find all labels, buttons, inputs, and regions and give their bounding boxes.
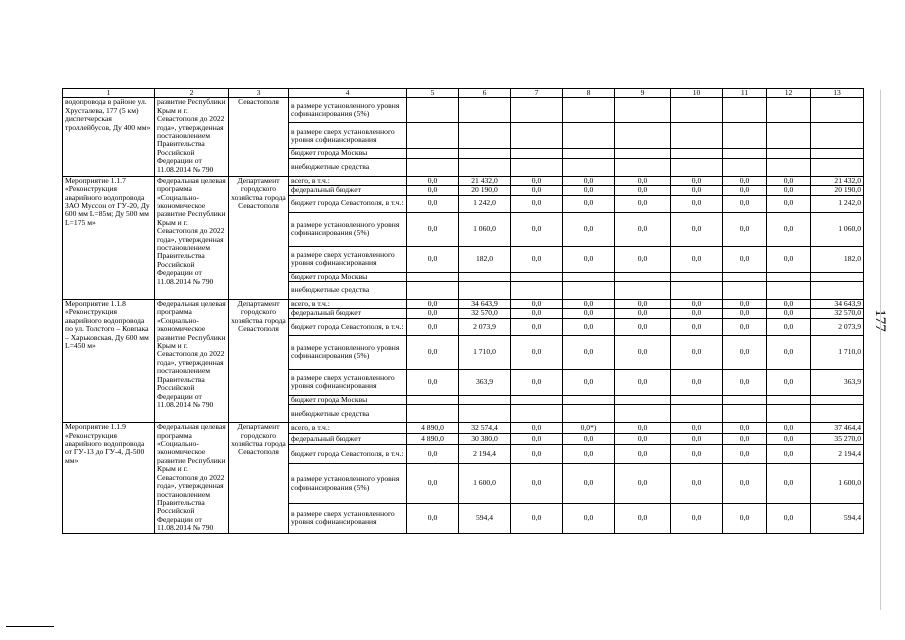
value-cell: 0,0 <box>511 464 563 503</box>
funding-source-cell: в размере установленного уровня софинансирования (5%) <box>289 464 407 503</box>
value-cell <box>811 158 864 176</box>
value-cell: 0,0 <box>615 176 671 185</box>
value-cell <box>563 272 615 281</box>
value-cell: 0,0 <box>767 186 811 195</box>
value-cell <box>723 98 767 123</box>
value-cell: 0,0 <box>563 176 615 185</box>
value-cell: 182,0 <box>811 246 864 272</box>
value-cell: 0,0 <box>407 246 459 272</box>
value-cell: 0,0 <box>407 335 459 369</box>
value-cell <box>407 158 459 176</box>
funding-source-cell: бюджет города Москвы <box>289 149 407 158</box>
value-cell <box>615 123 671 149</box>
value-cell <box>615 158 671 176</box>
value-cell: 2 073,9 <box>811 318 864 335</box>
funding-source-cell: в размере сверх установленного уровня софинансирования <box>289 246 407 272</box>
value-cell: 0,0 <box>615 309 671 318</box>
funding-source-cell: всего, в т.ч.: <box>289 176 407 185</box>
value-cell: 0,0 <box>407 503 459 533</box>
value-cell: 0,0 <box>767 464 811 503</box>
value-cell: 0,0 <box>671 444 723 464</box>
value-cell: 0,0 <box>723 300 767 309</box>
value-cell: 0,0 <box>511 369 563 395</box>
value-cell: 0,0 <box>563 300 615 309</box>
value-cell: 363,9 <box>459 369 511 395</box>
value-cell: 2 073,9 <box>459 318 511 335</box>
funding-source-cell: всего, в т.ч.: <box>289 423 407 434</box>
value-cell: 0,0 <box>723 423 767 434</box>
event-cell: Мероприятие 1.1.7 «Реконструкция аварийного водопровода ЗАО Муссон от ГУ-20, Ду 600 мм L=85м; Ду 500 мм L=175 м» <box>63 176 155 299</box>
value-cell: 594,4 <box>811 503 864 533</box>
funding-source-cell: в размере сверх установленного уровня софинансирования <box>289 369 407 395</box>
program-cell: Федеральная целевая программа «Социально-экономическое развитие Республики Крым и г. Севастополя до 2022 года», утвержденная постановлением Правительства Российской Федерации от 11.08.2014 № 790 <box>155 423 229 533</box>
value-cell: 21 432,0 <box>811 176 864 185</box>
value-cell <box>811 149 864 158</box>
scan-edge-line <box>880 90 881 610</box>
value-cell: 0,0 <box>723 444 767 464</box>
value-cell: 594,4 <box>459 503 511 533</box>
value-cell: 0,0 <box>723 195 767 212</box>
value-cell: 0,0 <box>723 464 767 503</box>
value-cell <box>767 272 811 281</box>
value-cell: 0,0 <box>615 423 671 434</box>
program-cell: развитие Республики Крым и г. Севастополя до 2022 года», утвержденная постановлением Правительства Российской Федерации от 11.08.2014 № 790 <box>155 98 229 176</box>
value-cell <box>407 123 459 149</box>
value-cell <box>459 123 511 149</box>
value-cell: 0,0 <box>671 503 723 533</box>
value-cell: 0,0 <box>511 309 563 318</box>
value-cell: 0,0 <box>671 423 723 434</box>
value-cell: 0,0 <box>407 186 459 195</box>
value-cell: 0,0 <box>723 246 767 272</box>
value-cell: 0,0 <box>671 369 723 395</box>
value-cell <box>459 405 511 423</box>
value-cell <box>615 98 671 123</box>
value-cell <box>563 405 615 423</box>
funding-source-cell: в размере сверх установленного уровня софинансирования <box>289 503 407 533</box>
value-cell: 0,0 <box>767 195 811 212</box>
header-cell: 2 <box>155 89 229 98</box>
value-cell: 0,0 <box>615 444 671 464</box>
funding-source-cell: в размере установленного уровня софинансирования (5%) <box>289 335 407 369</box>
funding-source-cell: федеральный бюджет <box>289 309 407 318</box>
value-cell: 0,0 <box>563 318 615 335</box>
funding-source-cell: федеральный бюджет <box>289 186 407 195</box>
value-cell: 0,0 <box>511 444 563 464</box>
value-cell: 0,0 <box>671 335 723 369</box>
value-cell <box>511 98 563 123</box>
value-cell: 1 710,0 <box>459 335 511 369</box>
value-cell: 0,0 <box>563 503 615 533</box>
footnote-rule <box>6 626 54 627</box>
value-cell: 37 464,4 <box>811 423 864 434</box>
value-cell <box>671 282 723 300</box>
value-cell <box>563 395 615 404</box>
value-cell: 0,0 <box>671 246 723 272</box>
value-cell: 0,0 <box>671 212 723 246</box>
value-cell: 0,0 <box>671 186 723 195</box>
value-cell: 0,0 <box>615 246 671 272</box>
value-cell <box>511 149 563 158</box>
value-cell: 0,0 <box>407 212 459 246</box>
value-cell: 0,0 <box>407 464 459 503</box>
value-cell: 0,0 <box>671 195 723 212</box>
funding-source-cell: федеральный бюджет <box>289 434 407 445</box>
value-cell: 0,0 <box>407 195 459 212</box>
value-cell <box>511 123 563 149</box>
funding-source-cell: бюджет города Севастополя, в т.ч.: <box>289 195 407 212</box>
value-cell <box>615 405 671 423</box>
value-cell: 0,0 <box>723 176 767 185</box>
value-cell: 1 600,0 <box>459 464 511 503</box>
value-cell <box>407 272 459 281</box>
value-cell <box>459 272 511 281</box>
value-cell: 0,0 <box>615 318 671 335</box>
value-cell <box>767 149 811 158</box>
value-cell: 1 600,0 <box>811 464 864 503</box>
value-cell <box>407 405 459 423</box>
value-cell <box>723 149 767 158</box>
value-cell <box>407 395 459 404</box>
value-cell: 2 194,4 <box>459 444 511 464</box>
value-cell: 4 890,0 <box>407 434 459 445</box>
value-cell <box>811 98 864 123</box>
value-cell <box>407 98 459 123</box>
funding-source-cell: всего, в т.ч.: <box>289 300 407 309</box>
event-cell: Мероприятие 1.1.9 «Реконструкция аварийного водопровода от ГУ-13 до ГУ-4, Д-500 мм» <box>63 423 155 533</box>
value-cell: 1 060,0 <box>811 212 864 246</box>
value-cell: 0,0 <box>563 434 615 445</box>
program-cell: Федеральная целевая программа «Социально-экономическое развитие Республики Крым и г. Севастополя до 2022 года», утвержденная постановлением Правительства Российской Федерации от 11.08.2014 № 790 <box>155 176 229 299</box>
value-cell <box>767 158 811 176</box>
funding-source-cell: в размере сверх установленного уровня софинансирования <box>289 123 407 149</box>
table-row <box>63 423 864 434</box>
value-cell: 0,0 <box>671 434 723 445</box>
value-cell: 0,0 <box>723 186 767 195</box>
value-cell: 363,9 <box>811 369 864 395</box>
funding-source-cell: внебюджетные средства <box>289 158 407 176</box>
value-cell <box>811 272 864 281</box>
funding-source-cell: в размере установленного уровня софинансирования (5%) <box>289 212 407 246</box>
header-cell: 10 <box>671 89 723 98</box>
value-cell: 0,0 <box>563 309 615 318</box>
value-cell: 0,0 <box>511 318 563 335</box>
value-cell: 0,0 <box>511 195 563 212</box>
value-cell: 1 060,0 <box>459 212 511 246</box>
value-cell <box>563 123 615 149</box>
value-cell <box>723 158 767 176</box>
value-cell: 0,0 <box>767 176 811 185</box>
value-cell <box>615 395 671 404</box>
header-cell: 3 <box>229 89 289 98</box>
value-cell <box>671 395 723 404</box>
value-cell <box>511 405 563 423</box>
value-cell: 0,0 <box>511 434 563 445</box>
event-cell: Мероприятие 1.1.8 «Реконструкция аварийного водопровода по ул. Толстого – Ковпака – Харьковская, Ду 600 мм L=450 м» <box>63 300 155 423</box>
value-cell: 0,0 <box>407 444 459 464</box>
value-cell <box>671 158 723 176</box>
value-cell: 0,0 <box>563 246 615 272</box>
value-cell <box>511 158 563 176</box>
value-cell: 0,0 <box>671 464 723 503</box>
value-cell: 0,0 <box>563 186 615 195</box>
value-cell: 34 643,9 <box>459 300 511 309</box>
value-cell: 1 710,0 <box>811 335 864 369</box>
value-cell: 0,0 <box>767 300 811 309</box>
value-cell: 0,0 <box>511 423 563 434</box>
value-cell: 0,0 <box>767 318 811 335</box>
value-cell: 0,0 <box>767 246 811 272</box>
value-cell: 20 190,0 <box>459 186 511 195</box>
value-cell: 0,0 <box>511 503 563 533</box>
department-cell: Департамент городского хозяйства города Севастополя <box>229 423 289 533</box>
value-cell <box>563 158 615 176</box>
value-cell <box>459 158 511 176</box>
value-cell <box>767 395 811 404</box>
value-cell <box>407 282 459 300</box>
value-cell: 0,0 <box>615 212 671 246</box>
value-cell: 0,0 <box>563 369 615 395</box>
value-cell <box>459 98 511 123</box>
value-cell <box>723 395 767 404</box>
value-cell: 0,0 <box>671 176 723 185</box>
value-cell: 0,0 <box>563 212 615 246</box>
value-cell: 0,0 <box>511 246 563 272</box>
header-cell: 5 <box>407 89 459 98</box>
value-cell: 0,0 <box>723 309 767 318</box>
header-cell: 4 <box>289 89 407 98</box>
value-cell <box>671 405 723 423</box>
funding-source-cell: бюджет города Москвы <box>289 395 407 404</box>
header-cell: 11 <box>723 89 767 98</box>
value-cell <box>671 123 723 149</box>
value-cell: 0,0 <box>767 503 811 533</box>
department-cell: Севастополя <box>229 98 289 176</box>
value-cell: 0,0 <box>767 434 811 445</box>
value-cell: 0,0 <box>563 335 615 369</box>
table-row <box>63 176 864 185</box>
value-cell <box>811 405 864 423</box>
value-cell: 0,0 <box>511 176 563 185</box>
funding-source-cell: внебюджетные средства <box>289 282 407 300</box>
value-cell <box>723 272 767 281</box>
value-cell <box>811 282 864 300</box>
value-cell: 0,0 <box>723 369 767 395</box>
value-cell: 0,0 <box>407 300 459 309</box>
page-number: 177 <box>871 309 888 332</box>
value-cell: 0,0 <box>671 300 723 309</box>
value-cell: 0,0 <box>615 195 671 212</box>
event-cell: водопровода в районе ул. Хрусталева, 177 (5 км) диспетчерская троллейбусов, Ду 400 мм» <box>63 98 155 176</box>
department-cell: Департамент городского хозяйства города Севастополя <box>229 176 289 299</box>
header-cell: 9 <box>615 89 671 98</box>
value-cell: 4 890,0 <box>407 423 459 434</box>
value-cell: 0,0 <box>511 335 563 369</box>
value-cell: 0,0 <box>407 176 459 185</box>
header-row <box>63 89 864 98</box>
value-cell: 30 380,0 <box>459 434 511 445</box>
value-cell: 0,0 <box>671 309 723 318</box>
value-cell <box>723 282 767 300</box>
value-cell: 0,0 <box>615 503 671 533</box>
value-cell: 35 270,0 <box>811 434 864 445</box>
value-cell: 0,0 <box>723 335 767 369</box>
value-cell <box>671 272 723 281</box>
value-cell <box>459 282 511 300</box>
value-cell: 0,0 <box>723 318 767 335</box>
value-cell: 0,0 <box>767 423 811 434</box>
value-cell <box>811 123 864 149</box>
value-cell: 0,0 <box>563 464 615 503</box>
funding-source-cell: внебюджетные средства <box>289 405 407 423</box>
value-cell <box>459 149 511 158</box>
value-cell: 0,0 <box>767 309 811 318</box>
funding-source-cell: бюджет города Севастополя, в т.ч.: <box>289 444 407 464</box>
value-cell: 2 194,4 <box>811 444 864 464</box>
value-cell <box>671 149 723 158</box>
value-cell: 1 242,0 <box>811 195 864 212</box>
value-cell <box>811 395 864 404</box>
value-cell: 0,0 <box>615 464 671 503</box>
value-cell <box>511 282 563 300</box>
value-cell: 0,0 <box>511 186 563 195</box>
value-cell: 0,0 <box>723 434 767 445</box>
value-cell <box>615 149 671 158</box>
value-cell: 0,0 <box>767 444 811 464</box>
value-cell: 0,0 <box>407 309 459 318</box>
funding-source-cell: бюджет города Севастополя, в т.ч.: <box>289 318 407 335</box>
funding-source-cell: в размере установленного уровня софинансирования (5%) <box>289 98 407 123</box>
value-cell: 32 570,0 <box>459 309 511 318</box>
value-cell <box>407 149 459 158</box>
header-cell: 13 <box>811 89 864 98</box>
program-cell: Федеральная целевая программа «Социально-экономическое развитие Республики Крым и г. Севастополя до 2022 года», утвержденная постановлением Правительства Российской Федерации от 11.08.2014 № 790 <box>155 300 229 423</box>
value-cell: 0,0 <box>767 335 811 369</box>
value-cell: 0,0 <box>511 300 563 309</box>
value-cell <box>767 282 811 300</box>
value-cell: 0,0 <box>407 369 459 395</box>
value-cell: 1 242,0 <box>459 195 511 212</box>
value-cell: 21 432,0 <box>459 176 511 185</box>
header-cell: 12 <box>767 89 811 98</box>
value-cell: 0,0*) <box>563 423 615 434</box>
value-cell <box>723 405 767 423</box>
header-cell: 8 <box>563 89 615 98</box>
value-cell: 20 190,0 <box>811 186 864 195</box>
value-cell: 0,0 <box>615 335 671 369</box>
value-cell: 182,0 <box>459 246 511 272</box>
value-cell <box>767 123 811 149</box>
value-cell: 32 570,0 <box>811 309 864 318</box>
value-cell <box>767 98 811 123</box>
header-cell: 7 <box>511 89 563 98</box>
value-cell: 0,0 <box>615 369 671 395</box>
value-cell: 0,0 <box>615 186 671 195</box>
value-cell: 0,0 <box>511 212 563 246</box>
value-cell <box>767 405 811 423</box>
value-cell <box>563 149 615 158</box>
value-cell <box>615 272 671 281</box>
value-cell: 0,0 <box>671 318 723 335</box>
table-row <box>63 98 864 123</box>
value-cell: 0,0 <box>767 212 811 246</box>
value-cell <box>459 395 511 404</box>
table-row <box>63 300 864 309</box>
value-cell <box>615 282 671 300</box>
value-cell <box>671 98 723 123</box>
value-cell: 32 574,4 <box>459 423 511 434</box>
value-cell: 34 643,9 <box>811 300 864 309</box>
value-cell: 0,0 <box>615 300 671 309</box>
header-cell: 1 <box>63 89 155 98</box>
value-cell <box>511 272 563 281</box>
value-cell: 0,0 <box>767 369 811 395</box>
value-cell <box>511 395 563 404</box>
funding-source-cell: бюджет города Москвы <box>289 272 407 281</box>
value-cell: 0,0 <box>563 444 615 464</box>
department-cell: Департамент городского хозяйства города Севастополя <box>229 300 289 423</box>
value-cell <box>723 123 767 149</box>
value-cell: 0,0 <box>723 212 767 246</box>
value-cell: 0,0 <box>407 318 459 335</box>
value-cell: 0,0 <box>615 434 671 445</box>
value-cell: 0,0 <box>563 195 615 212</box>
value-cell <box>563 98 615 123</box>
header-cell: 6 <box>459 89 511 98</box>
value-cell: 0,0 <box>723 503 767 533</box>
value-cell <box>563 282 615 300</box>
funding-table <box>62 88 864 534</box>
